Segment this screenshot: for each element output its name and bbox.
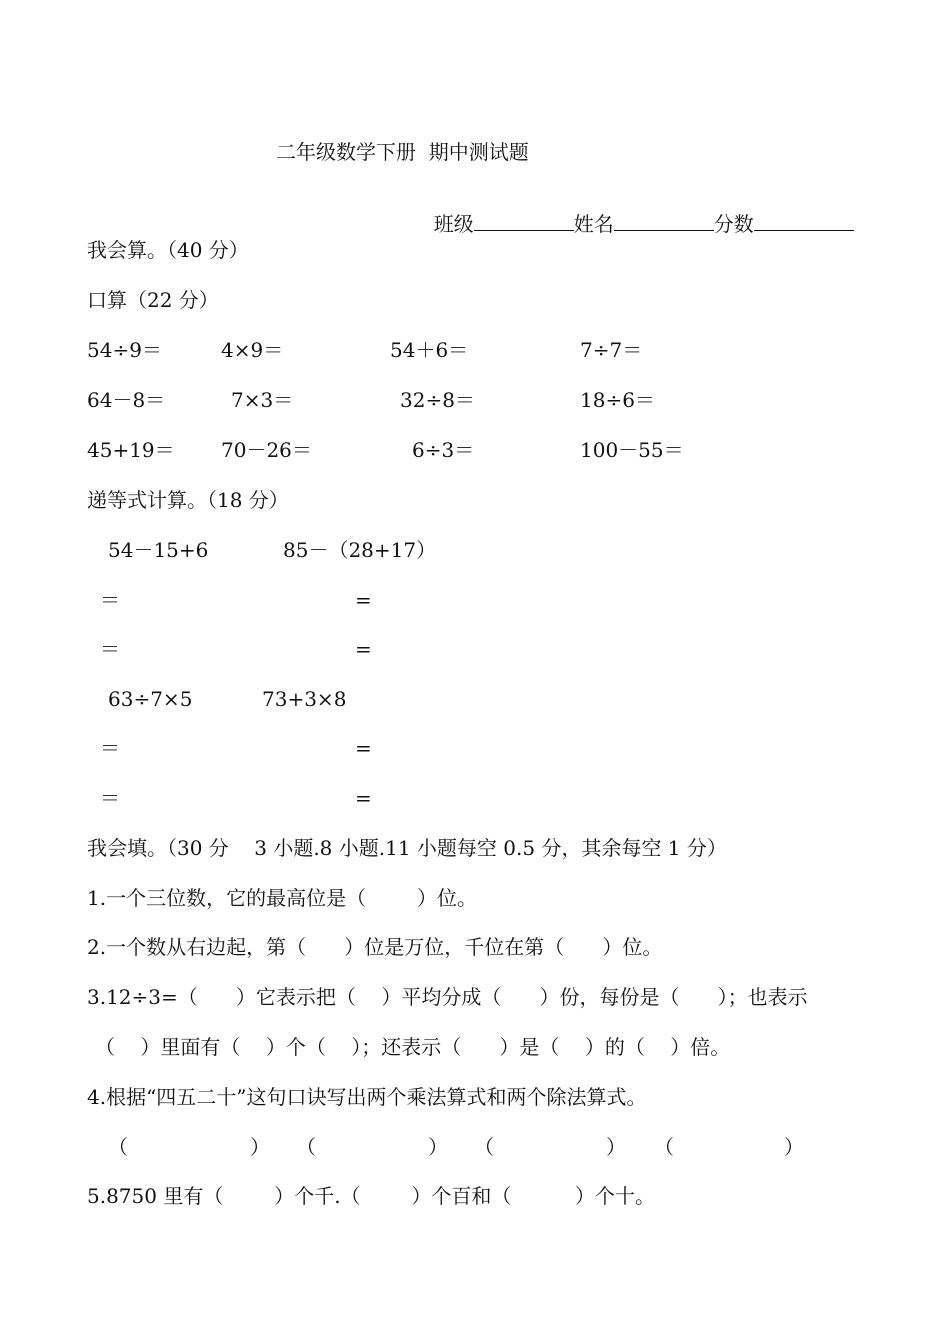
oral-problem: 7×3＝ (231, 388, 294, 412)
equals-sign: ＝ (100, 736, 120, 760)
score-blank[interactable] (754, 212, 854, 231)
question-2: 2.一个数从右边起，第（ ）位是万位，千位在第（ ）位。 (87, 935, 663, 959)
q4-blank-close: ） (428, 1135, 448, 1159)
stepwise-problem: 63÷7×5 (108, 687, 193, 711)
q4-blank-open: （ (474, 1135, 494, 1159)
question-1: 1.一个三位数，它的最高位是（ ）位。 (87, 886, 477, 910)
stepwise-problem: 54－15+6 (108, 538, 209, 562)
oral-problem: 4×9＝ (221, 338, 284, 362)
oral-problem: 6÷3＝ (412, 438, 475, 462)
oral-problem: 7÷7＝ (580, 338, 643, 362)
question-3-line2: （ ）里面有（ ）个（ ）；还表示（ ）是（ ）的（ ）倍。 (95, 1035, 731, 1059)
equals-sign: = (355, 786, 372, 810)
q4-blank-close: ） (784, 1135, 804, 1159)
oral-problem: 100－55＝ (580, 438, 684, 462)
q4-blank-close: ） (250, 1135, 270, 1159)
oral-problem: 18÷6＝ (580, 388, 655, 412)
class-blank[interactable] (474, 212, 574, 231)
question-5: 5.8750 里有（ ）个千.（ ）个百和（ ）个十。 (87, 1184, 655, 1208)
student-info-line (421, 188, 854, 236)
q4-blank-open: （ (108, 1135, 128, 1159)
equals-sign: ＝ (100, 588, 120, 612)
question-4: 4.根据“四五二十”这句口诀写出两个乘法算式和两个除法算式。 (87, 1085, 647, 1109)
score-label: 分数 (713, 212, 754, 236)
page-title: 二年级数学下册 期中测试题 (276, 140, 529, 164)
class-label: 班级 (433, 212, 474, 236)
oral-problem: 32÷8＝ (400, 388, 475, 412)
stepwise-problem: 73+3×8 (262, 687, 347, 711)
name-blank[interactable] (614, 212, 714, 231)
equals-sign: ＝ (100, 786, 120, 810)
section1-heading: 我会算。（40 分） (87, 238, 249, 262)
section2-heading: 我会填。（30 分 3 小题.8 小题.11 小题每空 0.5 分，其余每空 1 分） (87, 836, 727, 860)
oral-problem: 54÷9＝ (87, 338, 162, 362)
oral-heading: 口算（22 分） (87, 288, 219, 312)
oral-problem: 45+19＝ (87, 438, 175, 462)
stepwise-problem: 85－（28+17） (283, 538, 437, 562)
q4-blank-open: （ (654, 1135, 674, 1159)
oral-problem: 64－8＝ (87, 388, 166, 412)
q4-blank-open: （ (296, 1135, 316, 1159)
equals-sign: = (355, 588, 372, 612)
oral-problem: 70－26＝ (221, 438, 312, 462)
name-label: 姓名 (573, 212, 614, 236)
equals-sign: ＝ (100, 637, 120, 661)
q4-blank-close: ） (606, 1135, 626, 1159)
equals-sign: = (355, 637, 372, 661)
oral-problem: 54＋6＝ (390, 338, 469, 362)
question-3-line1: 3.12÷3=（ ）它表示把（ ）平均分成（ ）份，每份是（ ）；也表示 (87, 985, 808, 1009)
stepwise-heading: 递等式计算。（18 分） (87, 488, 289, 512)
equals-sign: = (355, 736, 372, 760)
